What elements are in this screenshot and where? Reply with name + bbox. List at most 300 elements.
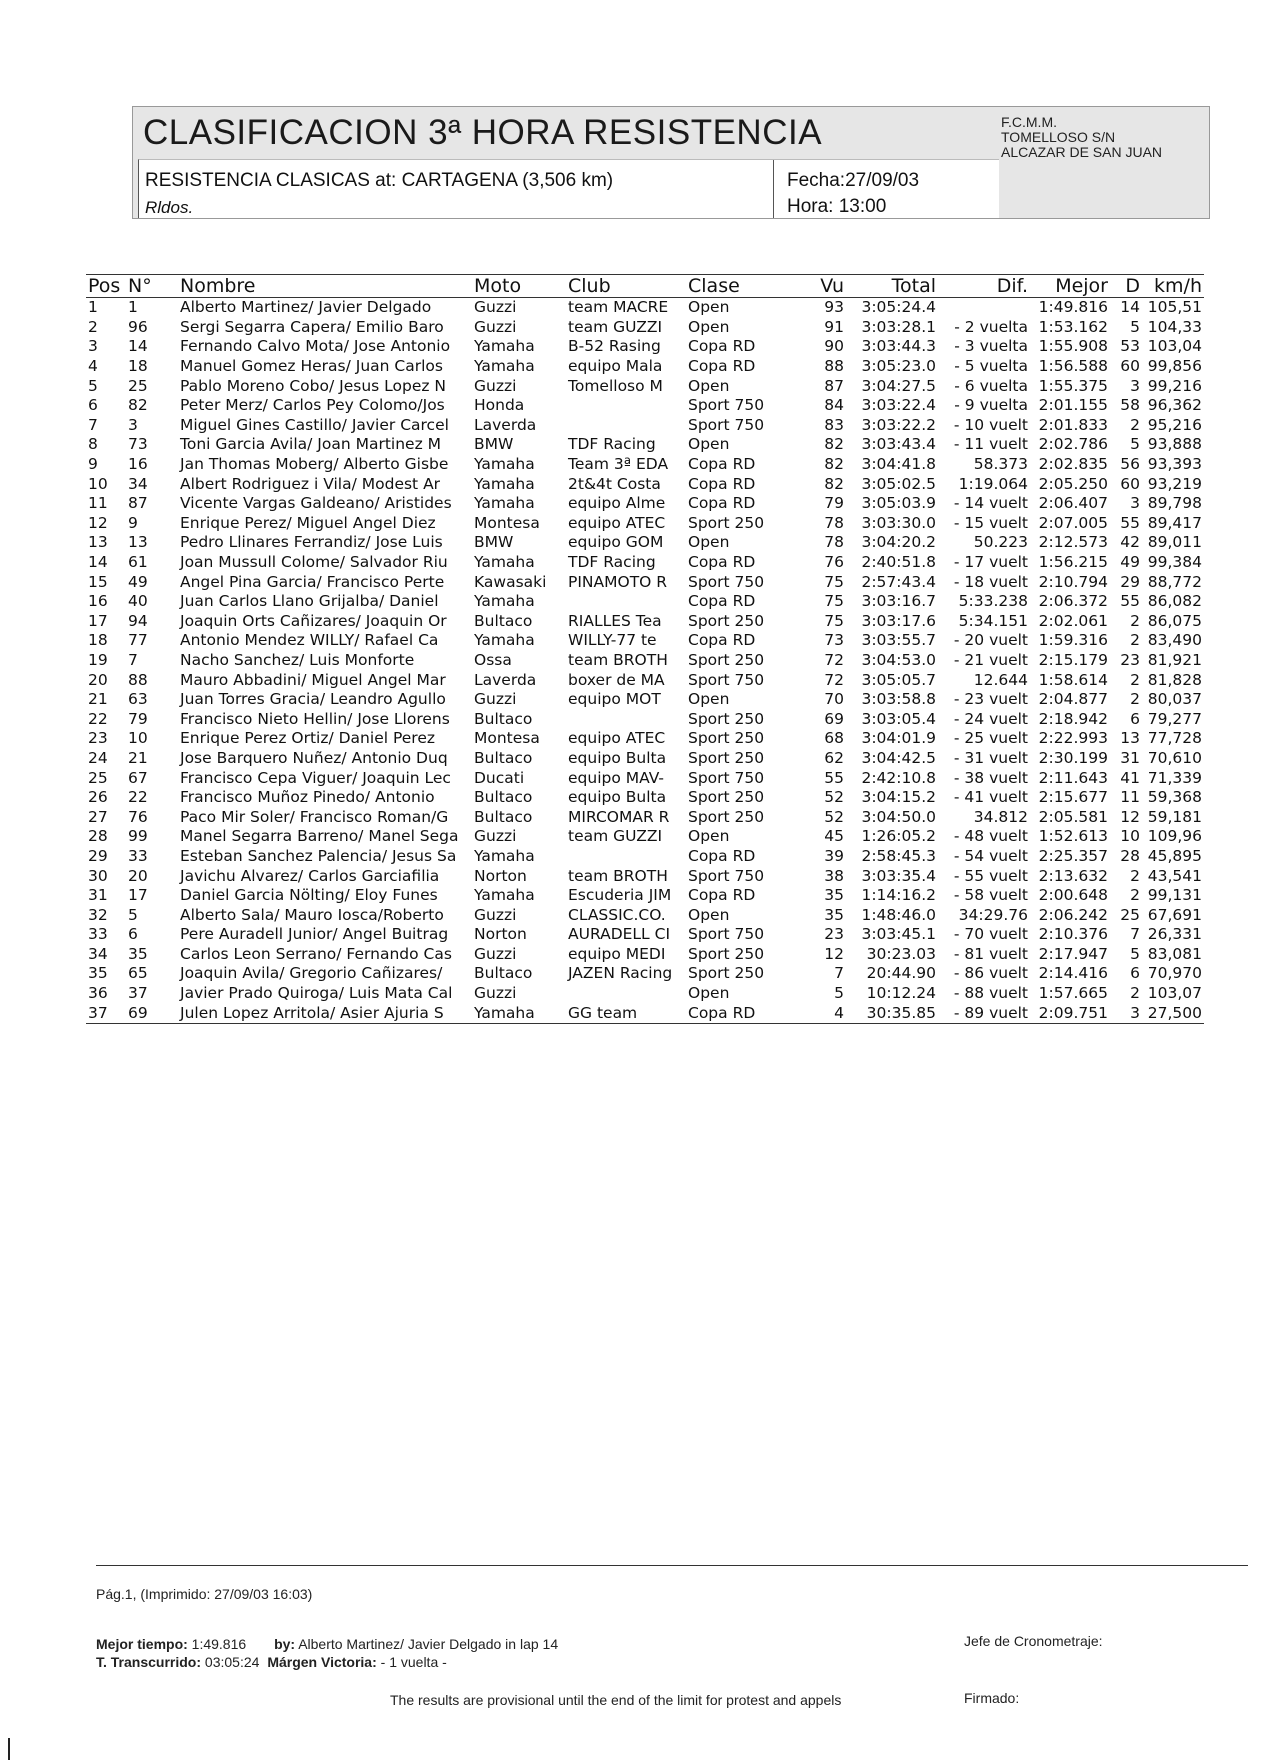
diff-cell: - 9 vuelta (954, 396, 1028, 415)
club-cell: team GUZZI (568, 827, 663, 846)
best-lap-cell: 2:04.877 (1038, 690, 1108, 709)
number-cell: 82 (128, 396, 148, 415)
number-cell: 67 (128, 768, 148, 787)
diff-cell: - 81 vuelt (953, 944, 1028, 963)
laps-cell: 76 (824, 553, 844, 572)
name-cell: Albert Rodriguez i Vila/ Modest Ar (180, 474, 441, 493)
class-cell: Sport 750 (688, 866, 765, 885)
speed-cell: 99,384 (1147, 553, 1202, 572)
name-cell: Julen Lopez Arritola/ Asier Ajuria S (178, 1003, 472, 1023)
diff-cell: 1:19.064 (958, 474, 1028, 493)
best-lap-no-cell: 23 (1120, 650, 1140, 669)
number-cell: 87 (128, 494, 148, 513)
signed-label: Firmado: (964, 1690, 1020, 1706)
table-row (86, 945, 1204, 965)
name-cell: Nacho Sanchez/ Luis Monforte (180, 650, 415, 669)
best-lap-cell: 2:11.643 (1038, 768, 1108, 787)
moto-cell: Guzzi (474, 376, 517, 395)
club-cell: team GUZZI (568, 317, 663, 336)
table-row (86, 709, 1204, 729)
name-cell: Sergi Segarra Capera/ Emilio Baro (180, 317, 444, 336)
name-cell: Jose Barquero Nuñez/ Antonio Duq (180, 748, 448, 767)
laps-cell: 78 (824, 533, 844, 552)
laps-cell: 79 (824, 494, 844, 513)
name-cell: Joaquin Avila/ Gregorio Cañizares/ (180, 964, 443, 983)
moto-cell: Honda (474, 396, 525, 415)
speed-cell: 86,075 (1147, 611, 1202, 630)
table-row (86, 592, 1204, 612)
class-cell: Sport 250 (688, 944, 765, 963)
total-cell: 1:26:05.2 (861, 827, 936, 846)
club-cell: JAZEN Racing (568, 964, 673, 983)
best-lap-cell: 2:18.942 (1038, 709, 1108, 728)
pos-cell: 29 (88, 846, 108, 865)
best-lap-no-cell: 31 (1120, 748, 1140, 767)
best-lap-no-cell: 3 (1130, 376, 1140, 395)
club-cell (566, 396, 686, 416)
pos-cell: 36 (88, 984, 108, 1003)
number-cell: 14 (128, 337, 148, 356)
pos-cell: 27 (88, 807, 108, 826)
diff-cell: - 25 vuelt (953, 729, 1028, 748)
moto-cell: Yamaha (474, 846, 535, 865)
speed-cell: 99,216 (1147, 376, 1202, 395)
total-cell: 3:03:58.8 (861, 690, 936, 709)
total-cell: 30:35.85 (846, 1003, 938, 1023)
number-cell: 25 (128, 376, 148, 395)
organizer-city: ALCAZAR DE SAN JUAN (1001, 144, 1163, 160)
best-lap-no-cell: 41 (1120, 768, 1140, 787)
club-cell: equipo MAV- (568, 768, 665, 787)
number-cell: 21 (128, 748, 148, 767)
diff-cell: 5:33.238 (958, 592, 1028, 611)
table-row (86, 533, 1204, 553)
number-cell: 3 (128, 415, 138, 434)
moto-cell: Yamaha (474, 631, 535, 650)
moto-cell: Yamaha (474, 337, 535, 356)
club-cell: RIALLES Tea (568, 611, 662, 630)
speed-cell: 93,393 (1147, 455, 1202, 474)
diff-cell: - 23 vuelt (953, 690, 1028, 709)
number-cell: 20 (128, 866, 148, 885)
laps-cell: 62 (824, 748, 844, 767)
laps-cell: 82 (824, 474, 844, 493)
best-lap-cell: 2:15.179 (1038, 650, 1108, 669)
diff-cell: - 31 vuelt (953, 748, 1028, 767)
moto-cell: Bultaco (474, 748, 533, 767)
number-cell: 63 (128, 690, 148, 709)
table-row (86, 847, 1204, 867)
column-header: Club (566, 275, 686, 298)
diff-cell: - 41 vuelt (953, 788, 1028, 807)
event-date: Fecha:27/09/03 (787, 170, 920, 191)
class-cell: Sport 250 (688, 611, 765, 630)
number-cell: 73 (128, 435, 148, 454)
header-info (138, 159, 999, 218)
best-lap-cell: 2:09.751 (1030, 1003, 1110, 1023)
club-cell: equipo ATEC (568, 513, 666, 532)
class-cell: Copa RD (688, 553, 756, 572)
diff-cell: - 55 vuelt (953, 866, 1028, 885)
pos-cell: 32 (88, 905, 108, 924)
best-lap-no-cell: 29 (1120, 572, 1140, 591)
moto-cell: Norton (474, 925, 527, 944)
club-cell: equipo ATEC (568, 729, 666, 748)
moto-cell: Laverda (474, 670, 537, 689)
pos-cell: 28 (88, 827, 108, 846)
pos-cell: 6 (88, 396, 98, 415)
diff-cell: - 3 vuelta (954, 337, 1028, 356)
best-lap-no-cell: 2 (1130, 984, 1140, 1003)
laps-cell: 35 (824, 886, 844, 905)
laps-cell: 91 (824, 317, 844, 336)
results-table (86, 274, 1204, 1024)
table-row (86, 651, 1204, 671)
pos-cell: 13 (88, 533, 108, 552)
club-cell: equipo GOM (568, 533, 664, 552)
class-cell: Sport 250 (688, 964, 765, 983)
total-cell: 3:04:27.5 (861, 376, 936, 395)
speed-cell: 103,07 (1147, 984, 1202, 1003)
pos-cell: 12 (88, 513, 108, 532)
laps-cell: 35 (824, 905, 844, 924)
best-lap-cell: 2:30.199 (1038, 748, 1108, 767)
class-cell: Sport 750 (688, 396, 765, 415)
moto-cell: BMW (474, 435, 514, 454)
moto-cell: Guzzi (474, 827, 517, 846)
class-cell: Copa RD (688, 455, 756, 474)
number-cell: 88 (128, 670, 148, 689)
elapsed-label: T. Transcurrido: (96, 1654, 202, 1670)
class-cell: Sport 250 (688, 513, 765, 532)
best-lap-no-cell: 6 (1130, 709, 1140, 728)
best-lap-no-cell: 2 (1130, 866, 1140, 885)
class-cell: Copa RD (688, 886, 756, 905)
club-cell: equipo MOT (568, 690, 661, 709)
total-cell: 3:03:30.0 (861, 513, 936, 532)
total-cell: 3:03:45.1 (861, 925, 936, 944)
club-cell: team BROTH (568, 866, 668, 885)
name-cell: Pere Auradell Junior/ Angel Buitrag (180, 925, 449, 944)
moto-cell: Guzzi (474, 984, 517, 1003)
total-cell: 3:05:24.4 (861, 298, 936, 317)
club-cell: equipo Bulta (568, 788, 667, 807)
margin-value: - 1 vuelta - (380, 1654, 447, 1670)
moto-cell: Guzzi (474, 690, 517, 709)
number-cell: 35 (128, 944, 148, 963)
best-lap-cell: 2:06.242 (1038, 905, 1108, 924)
class-cell: Open (688, 317, 730, 336)
diff-cell: - 21 vuelt (953, 650, 1028, 669)
best-lap-cell: 2:07.005 (1038, 513, 1108, 532)
speed-cell: 45,895 (1147, 846, 1202, 865)
number-cell: 61 (128, 553, 148, 572)
total-cell: 3:04:50.0 (861, 807, 936, 826)
class-cell: Open (688, 984, 730, 1003)
table-row (86, 886, 1204, 906)
best-lap-cell: 2:25.357 (1038, 846, 1108, 865)
club-cell: CLASSIC.CO. (568, 905, 666, 924)
class-cell: Copa RD (688, 474, 756, 493)
laps-cell: 75 (824, 572, 844, 591)
club-cell: PINAMOTO R (568, 572, 668, 591)
class-cell: Open (688, 827, 730, 846)
total-cell: 3:03:22.2 (861, 415, 936, 434)
name-cell: Juan Torres Gracia/ Leandro Agullo (180, 690, 446, 709)
total-cell: 3:05:03.9 (861, 494, 936, 513)
speed-cell: 109,96 (1147, 827, 1202, 846)
diff-cell: - 58 vuelt (953, 886, 1028, 905)
pos-cell: 17 (88, 611, 108, 630)
diff-cell: - 5 vuelta (954, 357, 1028, 376)
report-subtitle: Rldos. (145, 198, 194, 217)
name-cell: Alberto Martinez/ Javier Delgado (180, 298, 432, 317)
total-cell: 3:05:05.7 (861, 670, 936, 689)
class-cell: Open (688, 533, 730, 552)
margin-label: Márgen Victoria: (267, 1654, 377, 1670)
moto-cell: Bultaco (474, 788, 533, 807)
club-cell (566, 847, 686, 867)
best-lap-cell: 2:06.407 (1038, 494, 1108, 513)
club-cell: WILLY-77 te (568, 631, 657, 650)
elapsed-value: 03:05:24 (204, 1654, 260, 1670)
table-row (86, 729, 1204, 749)
table-row (86, 984, 1204, 1004)
number-cell: 34 (128, 474, 148, 493)
laps-cell: 72 (824, 650, 844, 669)
diff-cell: - 11 vuelt (953, 435, 1028, 454)
name-cell: Fernando Calvo Mota/ Jose Antonio (180, 337, 451, 356)
column-header: km/h (1142, 275, 1204, 298)
club-cell: boxer de MA (568, 670, 665, 689)
number-cell: 10 (128, 729, 148, 748)
class-cell: Copa RD (688, 592, 756, 611)
best-lap-cell: 2:06.372 (1038, 592, 1108, 611)
speed-cell: 93,219 (1147, 474, 1202, 493)
diff-cell: - 48 vuelt (953, 827, 1028, 846)
class-cell: Sport 250 (688, 788, 765, 807)
moto-cell: Bultaco (474, 709, 533, 728)
best-lap-no-cell: 12 (1120, 807, 1140, 826)
diff-cell (938, 298, 1030, 318)
speed-cell: 88,772 (1147, 572, 1202, 591)
class-cell: Copa RD (688, 337, 756, 356)
speed-cell: 83,081 (1147, 944, 1202, 963)
best-lap-cell: 1:57.665 (1038, 984, 1108, 1003)
name-cell: Manel Segarra Barreno/ Manel Sega (180, 827, 459, 846)
moto-cell: Montesa (474, 729, 540, 748)
disclaimer: The results are provisional until the end of the limit for protest and appels (390, 1692, 842, 1708)
table-row (86, 455, 1204, 475)
name-cell: Jan Thomas Moberg/ Alberto Gisbe (180, 455, 449, 474)
moto-cell: Montesa (474, 513, 540, 532)
best-lap-cell: 1:49.816 (1038, 298, 1108, 317)
total-cell: 3:03:43.4 (861, 435, 936, 454)
number-cell: 79 (128, 709, 148, 728)
club-cell: Team 3ª EDA (568, 455, 669, 474)
pos-cell: 22 (88, 709, 108, 728)
speed-cell: 59,368 (1147, 788, 1202, 807)
class-cell: Open (688, 690, 730, 709)
best-lap-no-cell: 3 (1110, 1003, 1142, 1023)
class-cell: Sport 250 (688, 650, 765, 669)
total-cell: 3:04:20.2 (861, 533, 936, 552)
diff-cell: - 14 vuelt (953, 494, 1028, 513)
best-lap-no-cell: 25 (1120, 905, 1140, 924)
moto-cell: Yamaha (474, 474, 535, 493)
number-cell: 9 (128, 513, 138, 532)
number-cell: 94 (128, 611, 148, 630)
best-lap-no-cell: 42 (1120, 533, 1140, 552)
pos-cell: 14 (88, 553, 108, 572)
club-cell (566, 416, 686, 436)
table-row (86, 337, 1204, 357)
moto-cell: Guzzi (474, 944, 517, 963)
pos-cell: 26 (88, 788, 108, 807)
name-cell: Joan Mussull Colome/ Salvador Riu (180, 553, 448, 572)
club-cell: B-52 Rasing (568, 337, 661, 356)
best-lap-no-cell: 6 (1130, 964, 1140, 983)
pos-cell: 5 (88, 376, 98, 395)
laps-cell: 7 (834, 964, 844, 983)
best-lap-cell: 2:12.573 (1038, 533, 1108, 552)
table-row (86, 788, 1204, 808)
table-row (86, 1003, 1204, 1023)
table-row (86, 376, 1204, 396)
column-header: Total (846, 275, 938, 298)
name-cell: Javichu Alvarez/ Carlos Garciafilia (180, 866, 440, 885)
name-cell: Antonio Mendez WILLY/ Rafael Ca (180, 631, 439, 650)
best-lap-no-cell: 13 (1120, 729, 1140, 748)
column-header: Nombre (178, 275, 472, 298)
speed-cell: 89,011 (1147, 533, 1202, 552)
moto-cell: Yamaha (474, 357, 535, 376)
diff-cell: - 20 vuelt (953, 631, 1028, 650)
total-cell: 3:03:35.4 (861, 866, 936, 885)
name-cell: Vicente Vargas Galdeano/ Aristides (180, 494, 452, 513)
best-lap-cell: 1:58.614 (1038, 670, 1108, 689)
total-cell: 3:03:05.4 (861, 709, 936, 728)
best-lap-no-cell: 2 (1130, 690, 1140, 709)
club-cell: Tomelloso M (568, 376, 663, 395)
laps-cell: 55 (824, 768, 844, 787)
diff-cell: - 54 vuelt (953, 846, 1028, 865)
number-cell: 6 (128, 925, 138, 944)
column-header: Dif. (938, 275, 1030, 298)
club-cell: equipo Bulta (568, 748, 667, 767)
number-cell: 99 (128, 827, 148, 846)
number-cell: 76 (128, 807, 148, 826)
best-lap-cell: 2:05.250 (1038, 474, 1108, 493)
speed-cell: 95,216 (1147, 415, 1202, 434)
column-header: Moto (472, 275, 566, 298)
best-lap-no-cell: 56 (1120, 455, 1140, 474)
number-cell: 33 (128, 846, 148, 865)
column-header: Pos (86, 275, 126, 298)
moto-cell: Guzzi (474, 298, 517, 317)
class-cell: Open (688, 298, 730, 317)
total-cell: 3:05:23.0 (861, 357, 936, 376)
moto-cell: Ossa (474, 650, 512, 669)
total-cell: 3:04:41.8 (861, 455, 936, 474)
best-lap-no-cell: 2 (1130, 886, 1140, 905)
pos-cell: 35 (88, 964, 108, 983)
laps-cell: 5 (834, 984, 844, 1003)
pos-cell: 7 (88, 415, 98, 434)
best-by-value: Alberto Martinez/ Javier Delgado in lap 14 (298, 1636, 559, 1652)
pos-cell: 19 (88, 650, 108, 669)
table-row (86, 572, 1204, 592)
table-header-row (86, 275, 1204, 298)
chief-timekeeper: Jefe de Cronometraje: (964, 1633, 1103, 1649)
best-lap-no-cell: 11 (1120, 788, 1140, 807)
total-cell: 2:40:51.8 (861, 553, 936, 572)
table-row (86, 474, 1204, 494)
speed-cell: 79,277 (1147, 709, 1202, 728)
diff-cell: 58.373 (973, 455, 1028, 474)
moto-cell: Yamaha (472, 1003, 566, 1023)
speed-cell: 80,037 (1147, 690, 1202, 709)
pos-cell: 1 (88, 298, 98, 317)
best-lap-no-cell: 60 (1120, 474, 1140, 493)
diff-cell: - 70 vuelt (953, 925, 1028, 944)
moto-cell: Laverda (474, 415, 537, 434)
diff-cell: 34:29.76 (958, 905, 1028, 924)
class-cell: Sport 250 (688, 709, 765, 728)
best-time-label: Mejor tiempo: (96, 1636, 188, 1652)
number-cell: 40 (128, 592, 148, 611)
name-cell: Alberto Sala/ Mauro Iosca/Roberto (180, 905, 444, 924)
name-cell: Javier Prado Quiroga/ Luis Mata Cal (180, 984, 453, 1003)
class-cell: Sport 750 (688, 572, 765, 591)
pos-cell: 31 (88, 886, 108, 905)
name-cell: Pedro Llinares Ferrandiz/ Jose Luis (180, 533, 443, 552)
name-cell: Manuel Gomez Heras/ Juan Carlos (180, 357, 443, 376)
laps-cell: 12 (824, 944, 844, 963)
class-cell: Open (688, 435, 730, 454)
laps-cell: 70 (824, 690, 844, 709)
speed-cell: 103,04 (1147, 337, 1202, 356)
laps-cell: 75 (824, 592, 844, 611)
laps-cell: 82 (824, 455, 844, 474)
speed-cell: 83,490 (1147, 631, 1202, 650)
best-lap-cell: 2:22.993 (1038, 729, 1108, 748)
laps-cell: 52 (824, 788, 844, 807)
best-lap-no-cell: 55 (1120, 592, 1140, 611)
best-lap-cell: 2:10.794 (1038, 572, 1108, 591)
laps-cell: 52 (824, 807, 844, 826)
report-title: CLASIFICACION 3ª HORA RESISTENCIA (143, 113, 823, 152)
best-lap-cell: 2:02.061 (1038, 611, 1108, 630)
moto-cell: Yamaha (474, 455, 535, 474)
best-lap-cell: 1:56.588 (1038, 357, 1108, 376)
pos-cell: 30 (88, 866, 108, 885)
best-lap-cell: 1:55.908 (1038, 337, 1108, 356)
speed-cell: 70,970 (1147, 964, 1202, 983)
laps-cell: 45 (824, 827, 844, 846)
laps-cell: 69 (824, 709, 844, 728)
table-row (86, 318, 1204, 338)
column-header: Vu (810, 275, 846, 298)
moto-cell: Yamaha (474, 886, 535, 905)
class-cell: Copa RD (688, 846, 756, 865)
pos-cell: 15 (88, 572, 108, 591)
best-lap-cell: 2:00.648 (1038, 886, 1108, 905)
total-cell: 2:58:45.3 (861, 846, 936, 865)
table-row (86, 690, 1204, 710)
table-row (86, 553, 1204, 573)
table-row (86, 298, 1204, 318)
